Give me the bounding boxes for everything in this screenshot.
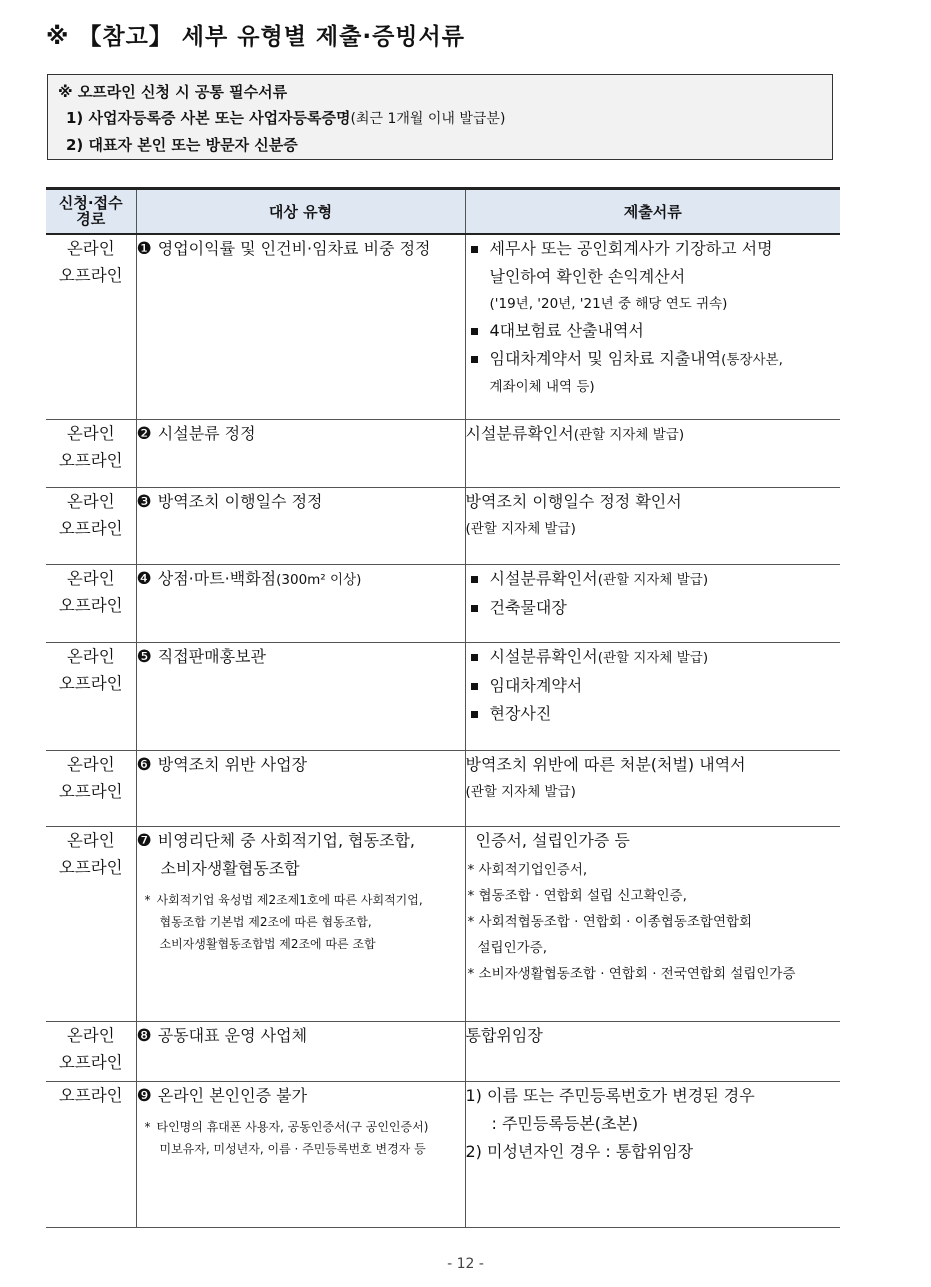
doc-note: 계좌이체 내역 등) <box>489 378 595 395</box>
category-label: 공동대표 운영 사업체 <box>157 1026 308 1045</box>
table-row <box>46 488 840 565</box>
doc-text: : 주민등록등본(초본) <box>491 1114 639 1133</box>
docs-cell <box>465 420 840 488</box>
route-cell <box>46 1022 136 1082</box>
route-cell <box>46 827 136 1022</box>
category-cell <box>136 643 465 751</box>
footnote-text: 타인명의 휴대폰 사용자, 공동인증서(구 공인인증서) <box>156 1120 429 1134</box>
header-docs: 제출서류 <box>465 189 840 234</box>
category-label: 직접판매홍보관 <box>157 647 266 666</box>
common-heading: ※ 오프라인 신청 시 공통 필수서류 <box>58 83 288 101</box>
table-row <box>46 565 840 643</box>
documents-table <box>46 187 840 1228</box>
category-label-cont: 소비자생활협동조합 <box>160 859 300 878</box>
table-row <box>46 1022 840 1082</box>
doc-text: 세무사 또는 공인회계사가 기장하고 서명 <box>489 238 773 258</box>
route-online: 온라인 <box>66 424 115 443</box>
doc-text: 시설분류확인서 <box>465 424 574 443</box>
common-item-1 <box>58 105 822 132</box>
route-cell <box>46 420 136 488</box>
common-item-1-main: 1) 사업자등록증 사본 또는 사업자등록증명 <box>66 109 351 127</box>
footnote-text: 소비자생활협동조합법 제2조에 따른 조합 <box>159 937 376 951</box>
route-online: 온라인 <box>66 492 115 511</box>
category-cell <box>136 488 465 565</box>
table-row <box>46 234 840 420</box>
doc-note: 설립인가증, <box>477 940 547 956</box>
doc-note: (관할 지자체 발급) <box>465 521 576 537</box>
route-cell <box>46 1082 136 1228</box>
doc-note: (관할 지자체 발급) <box>597 650 709 666</box>
route-cell <box>46 234 136 420</box>
item-number: ❹ <box>136 569 152 589</box>
header-route-line1: 신청·접수 <box>58 194 123 213</box>
route-offline: 오프라인 <box>58 782 123 801</box>
common-item-2: 2) 대표자 본인 또는 방문자 신분증 <box>66 136 298 154</box>
item-number: ❸ <box>136 492 152 512</box>
page-number: - 12 - <box>447 1256 484 1272</box>
item-number: ❾ <box>136 1086 152 1106</box>
doc-text: 시설분류확인서 <box>489 569 598 588</box>
header-target: 대상 유형 <box>136 189 465 234</box>
doc-text: 통합위임장 <box>465 1026 543 1045</box>
route-online: 온라인 <box>66 647 115 666</box>
doc-bullet: 4대보험료 산출내역서 <box>466 317 841 345</box>
category-cell <box>136 565 465 643</box>
docs-cell <box>465 1082 840 1228</box>
item-number: ❼ <box>136 831 152 851</box>
route-offline: 오프라인 <box>58 858 123 877</box>
table-row <box>46 643 840 751</box>
route-online: 온라인 <box>66 569 115 588</box>
item-number: ❽ <box>136 1026 152 1046</box>
doc-bullet <box>466 565 841 594</box>
category-cell <box>136 420 465 488</box>
table-row <box>46 827 840 1022</box>
category-cell <box>136 234 465 420</box>
docs-cell <box>465 234 840 420</box>
common-item-1-note: (최근 1개월 이내 발급분) <box>350 111 506 127</box>
route-cell <box>46 565 136 643</box>
table-row <box>46 751 840 827</box>
item-number: ❻ <box>136 755 152 775</box>
doc-note: ('19년, '20년, '21년 중 해당 연도 귀속) <box>489 295 728 312</box>
doc-note: * 사회적기업인증서, <box>467 862 588 878</box>
docs-cell <box>465 488 840 565</box>
route-online: 온라인 <box>66 755 115 774</box>
doc-text: 시설분류확인서 <box>489 647 598 666</box>
doc-bullet <box>466 235 841 317</box>
header-route <box>46 189 136 234</box>
doc-text: 1) 이름 또는 주민등록번호가 변경된 경우 <box>465 1086 755 1105</box>
doc-bullet <box>466 345 841 400</box>
doc-note: * 협동조합 · 연합회 설립 신고확인증, <box>467 888 687 904</box>
doc-bullet <box>466 643 841 672</box>
docs-cell <box>465 643 840 751</box>
doc-note: (관할 지자체 발급) <box>573 427 685 443</box>
route-offline: 오프라인 <box>58 519 123 538</box>
docs-cell <box>465 751 840 827</box>
doc-text: 인증서, 설립인가증 등 <box>475 831 630 850</box>
item-number: ❷ <box>136 424 152 444</box>
route-cell <box>46 488 136 565</box>
doc-bullet: 현장사진 <box>466 700 841 728</box>
common-required-docs-box <box>47 74 833 160</box>
category-cell <box>136 751 465 827</box>
route-offline: 오프라인 <box>58 265 123 285</box>
route-offline: 오프라인 <box>58 1086 123 1105</box>
doc-note: * 소비자생활협동조합 · 연합회 · 전국연합회 설립인가증 <box>467 966 796 982</box>
category-label: 상점·마트·백화점 <box>157 569 277 588</box>
category-label: 비영리단체 중 사회적기업, 협동조합, <box>157 831 416 850</box>
doc-text: 방역조치 이행일수 정정 확인서 <box>465 492 682 511</box>
doc-text: 날인하여 확인한 손익계산서 <box>489 266 686 286</box>
item-number: ❶ <box>136 238 152 259</box>
category-cell <box>136 1022 465 1082</box>
category-cell <box>136 827 465 1022</box>
footnote-text: 협동조합 기본법 제2조에 따른 협동조합, <box>159 915 372 929</box>
route-cell <box>46 643 136 751</box>
doc-note: * 사회적협동조합 · 연합회 · 이종협동조합연합회 <box>467 914 753 930</box>
route-offline: 오프라인 <box>58 451 123 470</box>
route-offline: 오프라인 <box>58 596 123 615</box>
route-online: 온라인 <box>66 1026 115 1045</box>
table-header-row <box>46 189 840 234</box>
route-offline: 오프라인 <box>58 674 123 693</box>
item-number: ❺ <box>136 647 152 667</box>
table-row <box>46 420 840 488</box>
doc-text: 방역조치 위반에 따른 처분(처벌) 내역서 <box>465 755 746 774</box>
route-offline: 오프라인 <box>58 1053 123 1072</box>
docs-cell <box>465 1022 840 1082</box>
category-label: 방역조치 위반 사업장 <box>157 755 308 774</box>
footnote-star: * <box>144 1120 151 1134</box>
category-label: 시설분류 정정 <box>157 424 256 443</box>
category-note: (300m² 이상) <box>276 572 362 588</box>
doc-note: (통장사본, <box>721 351 783 368</box>
table-row <box>46 1082 840 1228</box>
doc-bullet: 임대차계약서 <box>466 672 841 700</box>
doc-note: (관할 지자체 발급) <box>465 784 576 800</box>
route-online: 온라인 <box>66 238 115 258</box>
category-cell <box>136 1082 465 1228</box>
page-title: ※ 【참고】 세부 유형별 제출·증빙서류 <box>46 24 465 50</box>
doc-note: (관할 지자체 발급) <box>597 572 709 588</box>
footnote-text: 사회적기업 육성법 제2조제1호에 따른 사회적기업, <box>156 893 423 907</box>
header-route-line2: 경로 <box>76 210 106 229</box>
docs-cell <box>465 827 840 1022</box>
footnote-text: 미보유자, 미성년자, 이름 · 주민등록번호 변경자 등 <box>159 1142 426 1156</box>
doc-text: 2) 미성년자인 경우 : 통합위임장 <box>465 1142 694 1161</box>
doc-text: 임대차계약서 및 임차료 지출내역 <box>489 348 722 368</box>
category-label: 방역조치 이행일수 정정 <box>157 492 323 511</box>
doc-bullet: 건축물대장 <box>466 594 841 622</box>
route-online: 온라인 <box>66 831 115 850</box>
category-label: 영업이익률 및 인건비·임차료 비중 정정 <box>157 238 431 258</box>
docs-cell <box>465 565 840 643</box>
route-cell <box>46 751 136 827</box>
category-label: 온라인 본인인증 불가 <box>157 1086 308 1105</box>
footnote-star: * <box>144 893 151 907</box>
category-footnote <box>137 889 465 955</box>
category-footnote <box>137 1116 465 1160</box>
